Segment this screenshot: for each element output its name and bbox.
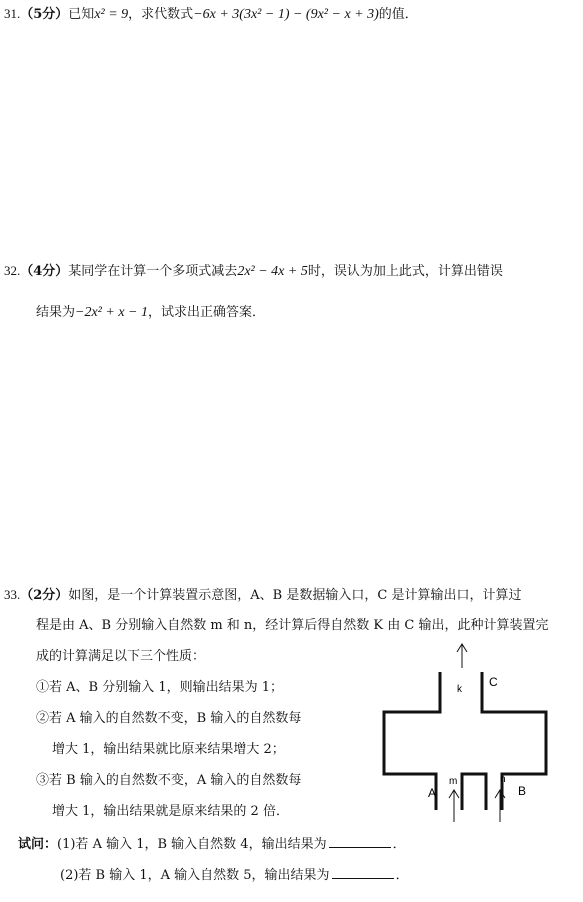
question-score: （2分）	[20, 588, 69, 603]
property-2-line-1: ②若 A 输入的自然数不变，B 输入的自然数每	[36, 711, 302, 726]
question-number: 33.	[4, 587, 21, 602]
question-text: ，求代数式	[128, 7, 194, 22]
property-1: ①若 A、B 分别输入 1，则输出结果为 1；	[36, 680, 284, 695]
question-text: ，试求出正确答案．	[147, 305, 265, 320]
question-text: 已知	[68, 7, 95, 22]
answer-blank-2[interactable]	[332, 866, 394, 879]
question-33-line-2: 程是由 A、B 分别输入自然数 m 和 n，经计算后得自然数 K 由 C 输出，此种计算装置完	[36, 618, 549, 633]
question-text: 时，误认为加上此式，计算出错误	[307, 264, 503, 279]
ask-1	[18, 835, 406, 855]
question-text: 如图，是一个计算装置示意图，A、B 是数据输入口，C 是计算输出口，计算过	[68, 588, 522, 603]
question-32-line-2	[36, 303, 265, 323]
label-b: B	[518, 784, 527, 798]
question-score: （4分）	[20, 264, 69, 279]
question-31	[4, 4, 418, 25]
property-3-line-2: 增大 1，输出结果就是原来结果的 2 倍．	[52, 804, 289, 819]
math-expression: x² = 9	[94, 7, 129, 22]
question-number: 31.	[4, 6, 21, 21]
ask-text: (1)若 A 输入 1，B 输入自然数 4，输出结果为	[57, 837, 327, 852]
arrows	[449, 644, 505, 822]
ask-2	[60, 866, 409, 886]
question-32-line-1	[4, 261, 503, 282]
property-3-line-1: ③若 B 输入的自然数不变，A 输入的自然数每	[36, 773, 302, 788]
question-33-line-3: 成的计算满足以下三个性质：	[36, 649, 206, 664]
ask-label: 试问：	[18, 837, 58, 852]
math-expression: 2x² − 4x + 5	[237, 264, 308, 279]
question-text: 某同学在计算一个多项式减去	[68, 264, 238, 279]
ask-end: ．	[395, 868, 409, 883]
math-expression: −2x² + x − 1	[75, 305, 148, 320]
ask-end: ．	[392, 837, 406, 852]
label-m: m	[449, 776, 458, 787]
math-expression: −6x + 3(3x² − 1) − (9x² − x + 3)	[193, 7, 379, 22]
question-text: 的值．	[378, 7, 418, 22]
ask-text: (2)若 B 输入 1，A 输入自然数 5，输出结果为	[60, 868, 330, 883]
question-text: 结果为	[36, 305, 76, 320]
question-33-line-1	[4, 585, 521, 606]
answer-blank-1[interactable]	[329, 835, 391, 848]
question-score: （5分）	[20, 7, 69, 22]
label-c: C	[489, 675, 498, 689]
property-2-line-2: 增大 1，输出结果就比原来结果增大 2；	[52, 742, 285, 757]
question-number: 32.	[4, 263, 21, 278]
computing-device-diagram	[378, 640, 553, 830]
label-n: n	[500, 774, 506, 785]
label-a: A	[428, 786, 437, 800]
label-k: k	[457, 684, 462, 695]
